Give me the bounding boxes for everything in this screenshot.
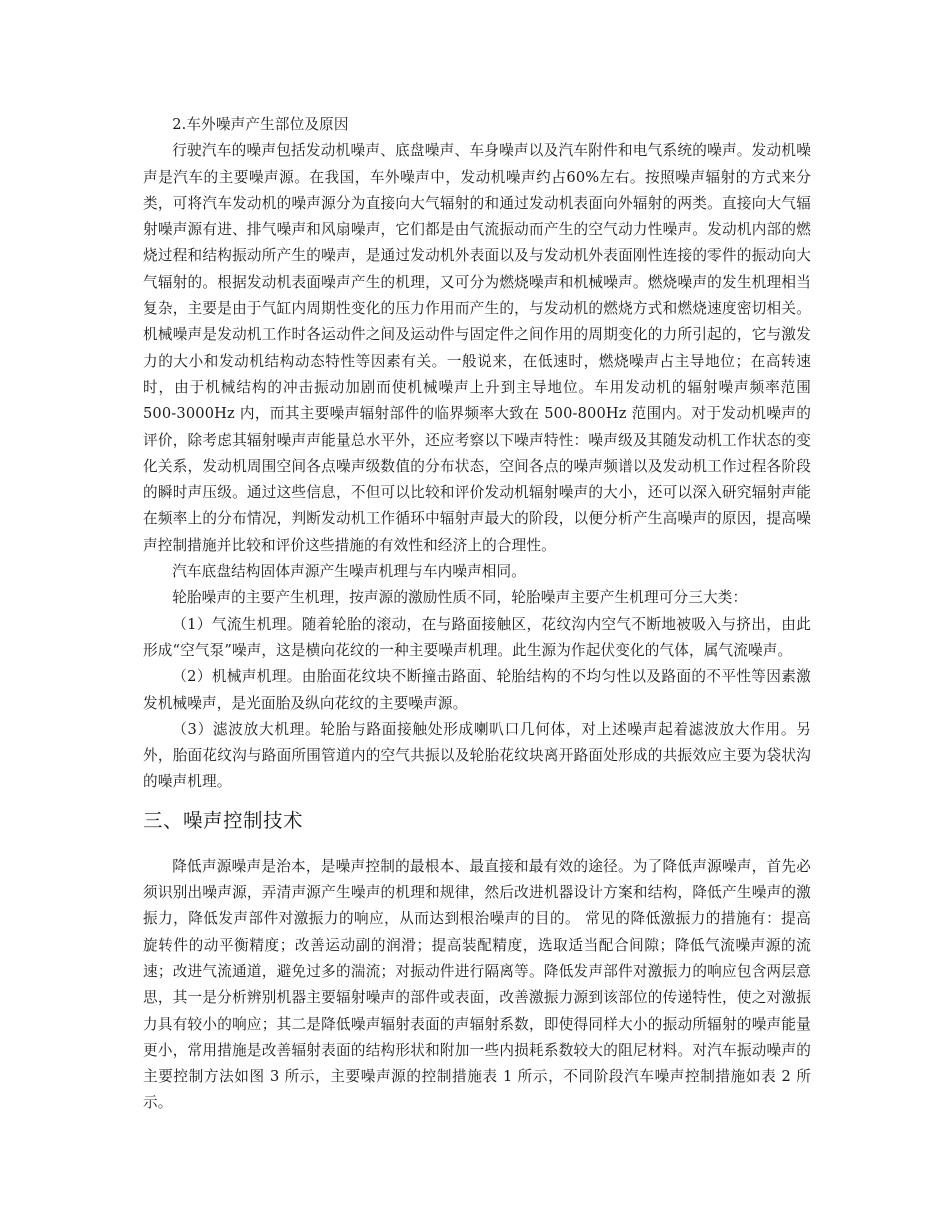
noise-control-paragraph: 降低声源噪声是治本，是噪声控制的最根本、最直接和最有效的途径。为了降低声源噪声，首先必须识别出噪声源，弄清声源产生噪声的机理和规律，然后改进机器设计方案和结构，降低产生噪声的激振力，降低发声部件对激振力的响应，从而达到根治噪声的目的。 常见的降低激振力的措施有：提高旋转件的动平衡精度；改善运动副的润滑；提高装配精度，选取适当配合间隙；降低气流噪声源的流速；改进气流通道，避免过多的湍流；对振动件进行隔离等。降低发声部件对激振力的响应包含两层意思，其一是分析辨别机器主要辐射噪声的部件或表面，改善激振力源到该部位的传递特性，使之对激振力具有较小的响应；其二是降低噪声辐射表面的声辐射系数，即使得同样大小的振动所辐射的噪声能量更小，常用措施是改善辐射表面的结构形状和附加一些内损耗系数较大的阻尼材料。对汽车振动噪声的主要控制方法如图 3 所示，主要噪声源的控制措施表 1 所示，不同阶段汽车噪声控制措施如表 2 所示。 <box>143 857 811 1112</box>
section-heading: 三、噪声控制技术 <box>143 808 304 832</box>
engine-noise-paragraph: 行驶汽车的噪声包括发动机噪声、底盘噪声、车身噪声以及汽车附件和电气系统的噪声。发动机噪声是汽车的主要噪声源。在我国，车外噪声中，发动机噪声约占60%左右。按照噪声辐射的方式来分类，可将汽车发动机的噪声源分为直接向大气辐射的和通过发动机表面向外辐射的两类。直接向大气辐射噪声源有进、排气噪声和风扇噪声，它们都是由气流振动而产生的空气动力性噪声。发动机内部的燃烧过程和结构振动所产生的噪声，是通过发动机外表面以及与发动机外表面刚性连接的零件的振动向大气辐射的。根据发动机表面噪声产生的机理，又可分为燃烧噪声和机械噪声。燃烧噪声的发生机理相当复杂，主要是由于气缸内周期性变化的压力作用而产生的，与发动机的燃烧方式和燃烧速度密切相关。机械噪声是发动机工作时各运动件之间及运动件与固定件之间作用的周期变化的力所引起的，它与激发力的大小和发动机结构动态特性等因素有关。一般说来，在低速时，燃烧噪声占主导地位；在高转速时，由于机械结构的冲击振动加剧而使机械噪声上升到主导地位。车用发动机的辐射噪声频率范围 500-3000Hz 内，而其主要噪声辐射部件的临界频率大致在 500-800Hz 范围内。对于发动机噪声的评价，除考虑其辐射噪声声能量总水平外，还应考察以下噪声特性：噪声级及其随发动机工作状态的变化关系，发动机周围空间各点噪声级数值的分布状态，空间各点的噪声频谱以及发动机工作过程各阶段的瞬时声压级。通过这些信息，不但可以比较和评价发动机辐射噪声的大小，还可以深入研究辐射声能在频率上的分布情况，判断发动机工作循环中辐射声最大的阶段，以便分析产生高噪声的原因，提高噪声控制措施并比较和评价这些措施的有效性和经济上的合理性。 <box>143 142 811 554</box>
tire-noise-paragraph: 轮胎噪声的主要产生机理，按声源的激励性质不同，轮胎噪声主要产生机理可分三大类： <box>172 589 748 607</box>
subsection-heading: 2.车外噪声产生部位及原因 <box>172 116 349 133</box>
airflow-mechanism-paragraph: （1）气流生机理。随着轮胎的滚动，在与路面接触区，花纹沟内空气不断地被吸入与挤出，由此形成“空气泵”噪声，这是横向花纹的一种主要噪声机理。此生源为作起伏变化的气体，属气流噪声。 <box>143 615 811 659</box>
chassis-noise-paragraph: 汽车底盘结构固体声源产生噪声机理与车内噪声相同。 <box>172 563 527 581</box>
filter-amplify-mechanism-paragraph: （3）滤波放大机理。轮胎与路面接触处形成喇叭口几何体，对上述噪声起着滤波放大作用。另外，胎面花纹沟与路面所围管道内的空气共振以及轮胎花纹块离开路面处形成的共振效应主要为袋状沟的噪声机理。 <box>143 720 811 791</box>
mechanical-mechanism-paragraph: （2）机械声机理。由胎面花纹块不断撞击路面、轮胎结构的不均匀性以及路面的不平性等因素激发机械噪声，是光面胎及纵向花纹的主要噪声源。 <box>143 668 811 712</box>
document-page <box>143 112 811 1117</box>
